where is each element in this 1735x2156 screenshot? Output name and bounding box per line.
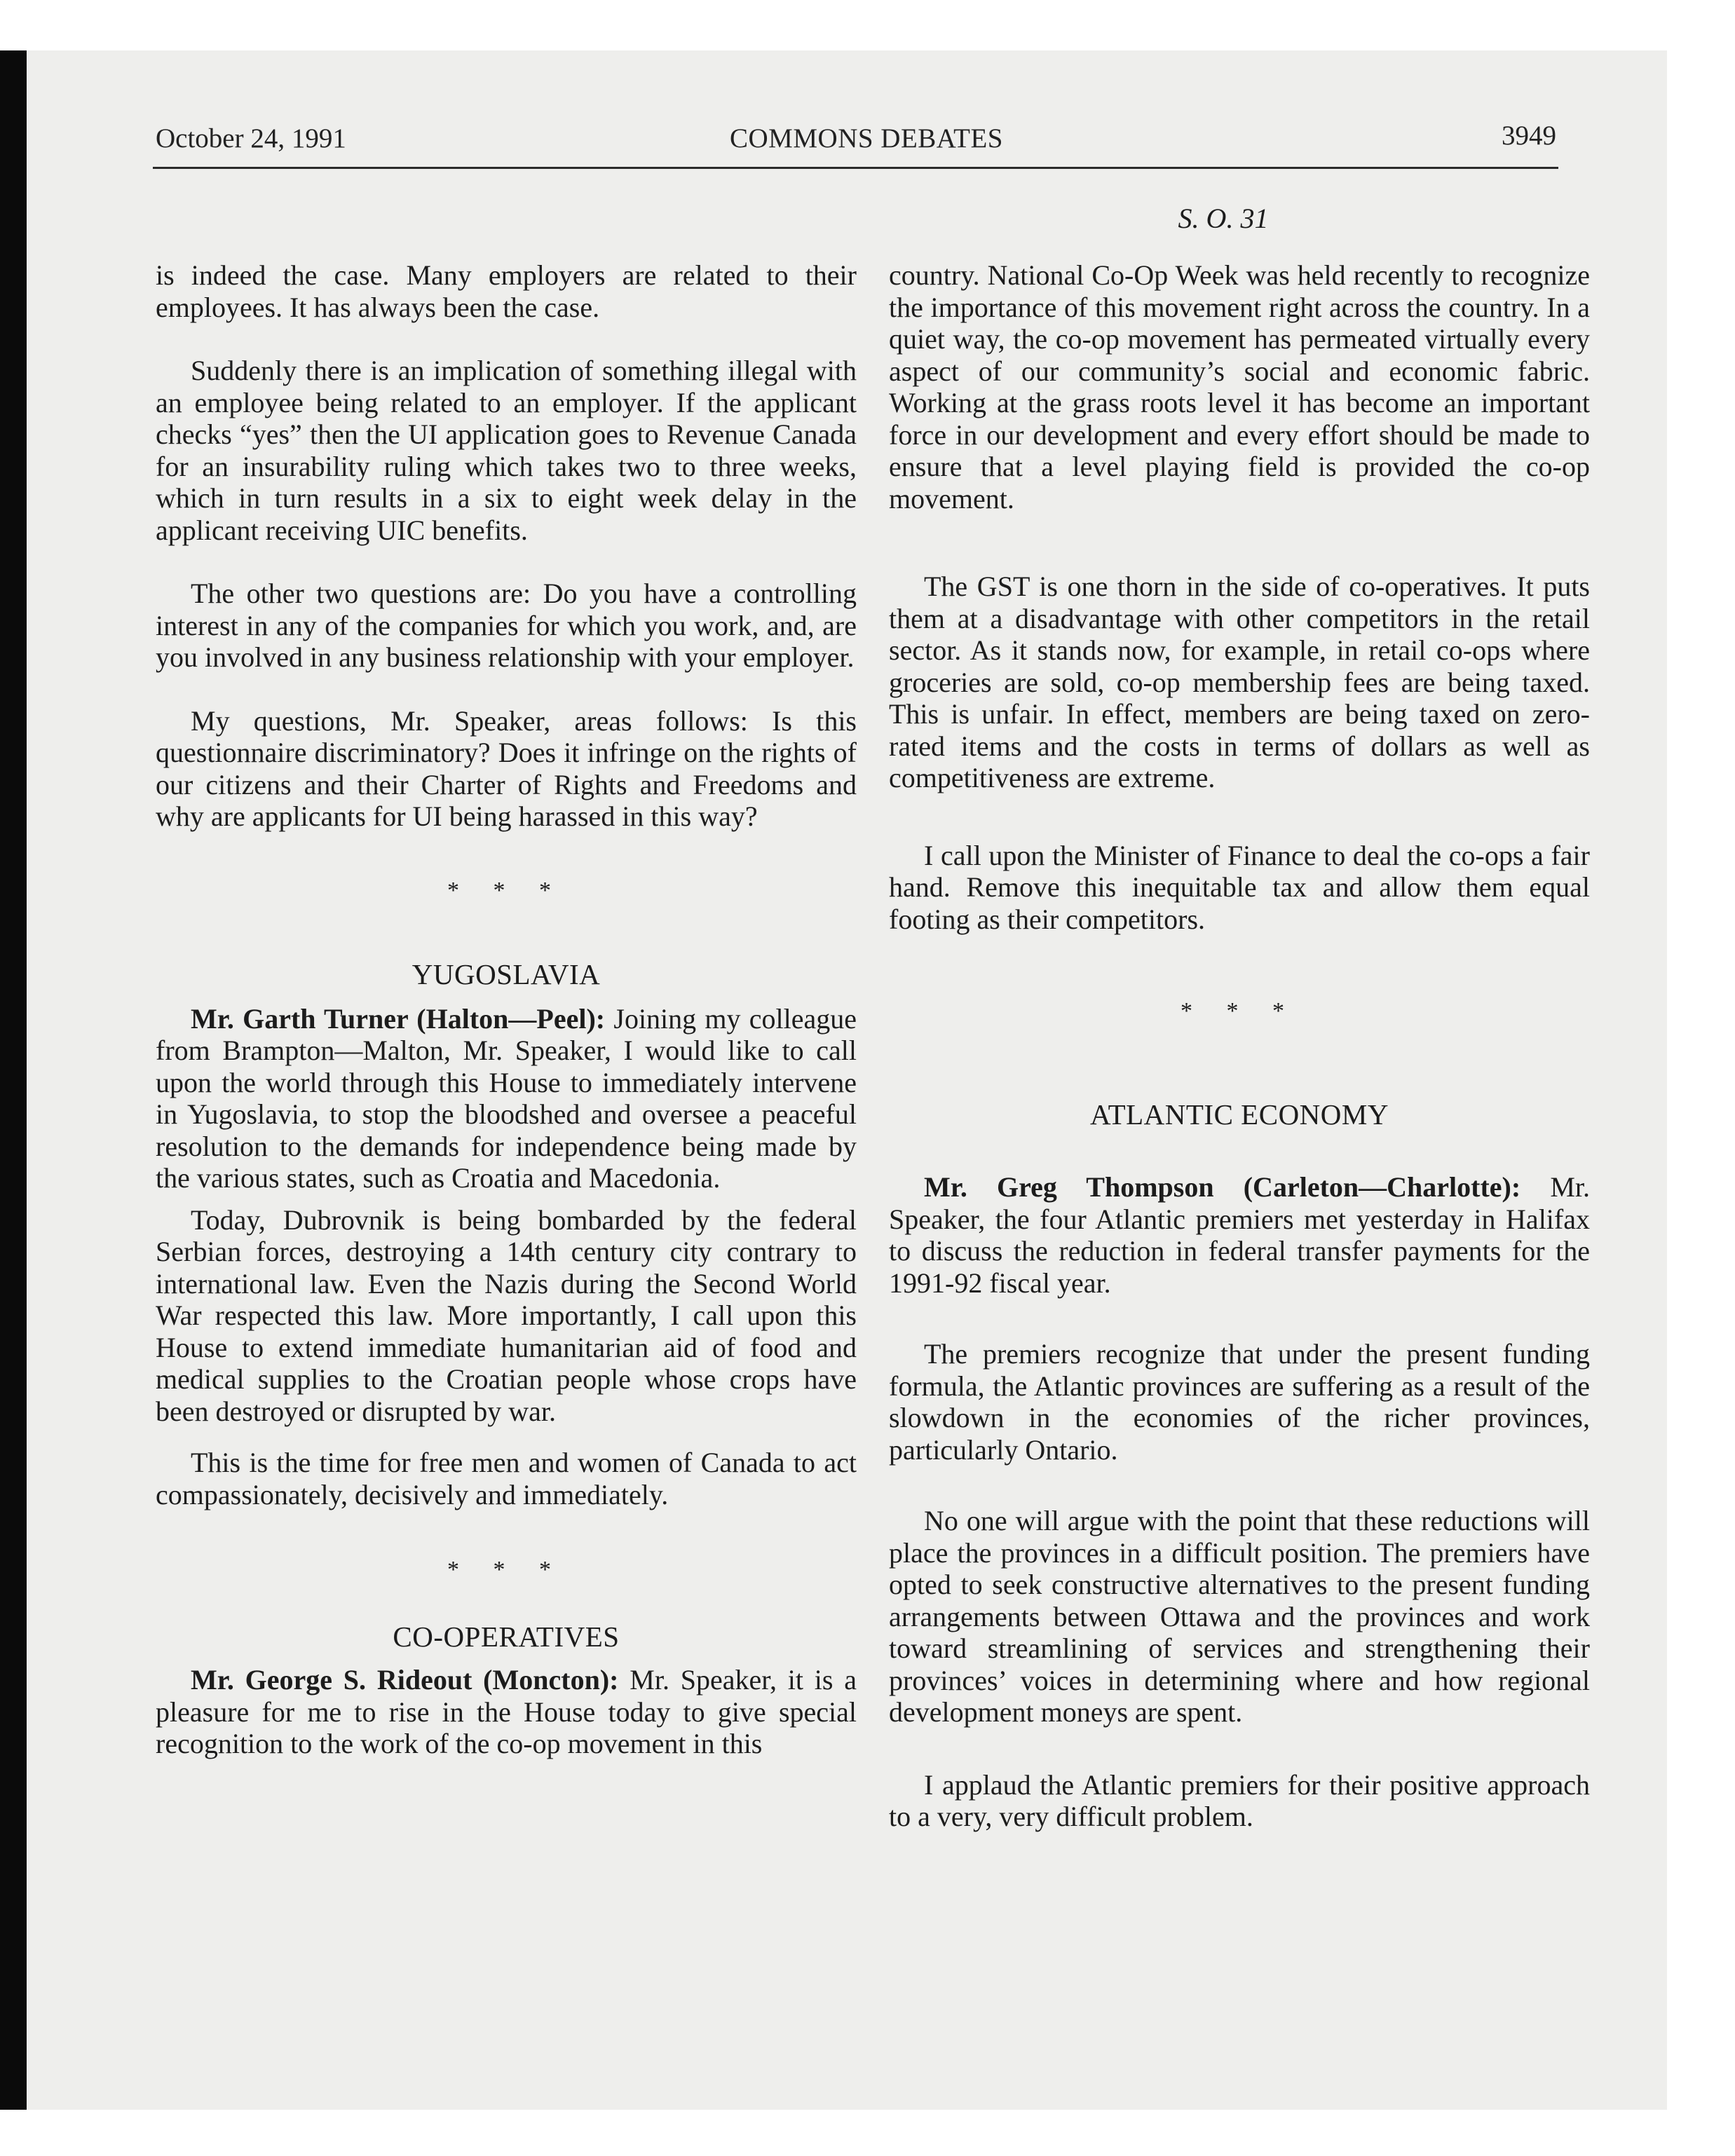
paragraph: Suddenly there is an implication of something illegal with an employee being related to an employer. If the applicant checks “yes” then the UI application goes to Revenue Canada for an insurability ruling which takes two to three weeks, which in turn results in a six to eight week delay in the applicant receiving UIC benefits. (156, 355, 857, 546)
scan-edge-bar (0, 50, 27, 2110)
paragraph: is indeed the case. Many employers are related to their employees. It has always been the case. (156, 259, 857, 323)
header-date: October 24, 1991 (156, 123, 346, 153)
paragraph: I applaud the Atlantic premiers for their positive approach to a very, very difficult problem. (889, 1768, 1590, 1832)
paragraph: My questions, Mr. Speaker, areas follows: Is this questionnaire discriminatory? Does it infringe on the rights of our citizens and their Charter of Rights and Freedoms and why are applicants for UI being harassed in this way? (156, 704, 857, 832)
right-column (889, 259, 1590, 1833)
paragraph: The other two questions are: Do you have a controlling interest in any of the companies for which you work, and, are you involved in any business relationship with your employer. (156, 578, 857, 673)
speech-paragraph (156, 1003, 857, 1194)
paragraph: The GST is one thorn in the side of co-operatives. It puts them at a disadvantage with other competitors in the retail sector. As it stands now, for example, in retail co-ops where groceries are sold, co-op membership fees are being taxed. This is unfair. In effect, members are being taxed on zero-rated items and the costs in terms of dollars as well as competitiveness are extreme. (889, 571, 1590, 793)
header-page-number: 3949 (1502, 121, 1556, 151)
section-separator: * * * (447, 1557, 565, 1583)
section-reference: S. O. 31 (1178, 203, 1269, 234)
section-heading: ATLANTIC ECONOMY (1090, 1098, 1389, 1131)
section-heading: YUGOSLAVIA (411, 957, 601, 990)
section-separator: * * * (1181, 998, 1298, 1024)
speech-paragraph (156, 1664, 857, 1760)
paragraph: The premiers recognize that under the present funding formula, the Atlantic provinces are suffering as a result of the slowdown in the economies of the richer provinces, particularly Ontario. (889, 1338, 1590, 1466)
paragraph: No one will argue with the point that these reductions will place the provinces in a difficult position. The premiers have opted to seek constructive alternatives to the present funding arrangements between Ottawa and the provinces and work toward streamlining of services and strengthening their provinces’ voices in determining where and how regional development moneys are spent. (889, 1505, 1590, 1728)
paragraph: country. National Co-Op Week was held recently to recognize the importance of this movement right across the country. In a quiet way, the co-op movement has permeated virtually every aspect of our community’s social and economic fabric. Working at the grass roots level it has become an important force in our development and every effort should be made to ensure that a level playing field is provided the co-op movement. (889, 259, 1590, 514)
left-column (156, 259, 857, 1760)
header-title: COMMONS DEBATES (730, 123, 1003, 153)
header-rule (153, 167, 1558, 169)
section-separator: * * * (447, 877, 565, 903)
speech-text: Joining my colleague from Brampton—Malton, Mr. Speaker, I would like to call upon the world through this House to immediately intervene in Yugoslavia, to stop the bloodshed and oversee a peaceful resolution to the demands for independence being made by the various states, such as Croatia and Macedonia. (156, 1002, 857, 1194)
speech-text: Mr. Speaker, it is a pleasure for me to rise in the House today to give special recognition to the work of the co-op movement in this (156, 1664, 857, 1759)
section-heading: CO-OPERATIVES (393, 1621, 620, 1653)
paragraph: I call upon the Minister of Finance to deal the co-ops a fair hand. Remove this inequitable tax and allow them equal footing as their competitors. (889, 839, 1590, 935)
speaker-name: Mr. George S. Rideout (Moncton): (191, 1664, 619, 1696)
speaker-name: Mr. Greg Thompson (Carleton—Charlotte): (924, 1171, 1521, 1203)
paragraph: This is the time for free men and women of Canada to act compassionately, decisively and immediately. (156, 1447, 857, 1510)
speech-paragraph (889, 1171, 1590, 1299)
speaker-name: Mr. Garth Turner (Halton—Peel): (191, 1002, 606, 1035)
speech-text: Mr. Speaker, the four Atlantic premiers met yesterday in Halifax to discuss the reduction in federal transfer payments for the 1991-92 fiscal year. (889, 1171, 1590, 1299)
paragraph: Today, Dubrovnik is being bombarded by the federal Serbian forces, destroying a 14th century city contrary to international law. Even the Nazis during the Second World War respected this law. More importantly, I call upon this House to extend immediate humanitarian aid of food and medical supplies to the Croatian people whose crops have been destroyed or disrupted by war. (156, 1203, 857, 1427)
